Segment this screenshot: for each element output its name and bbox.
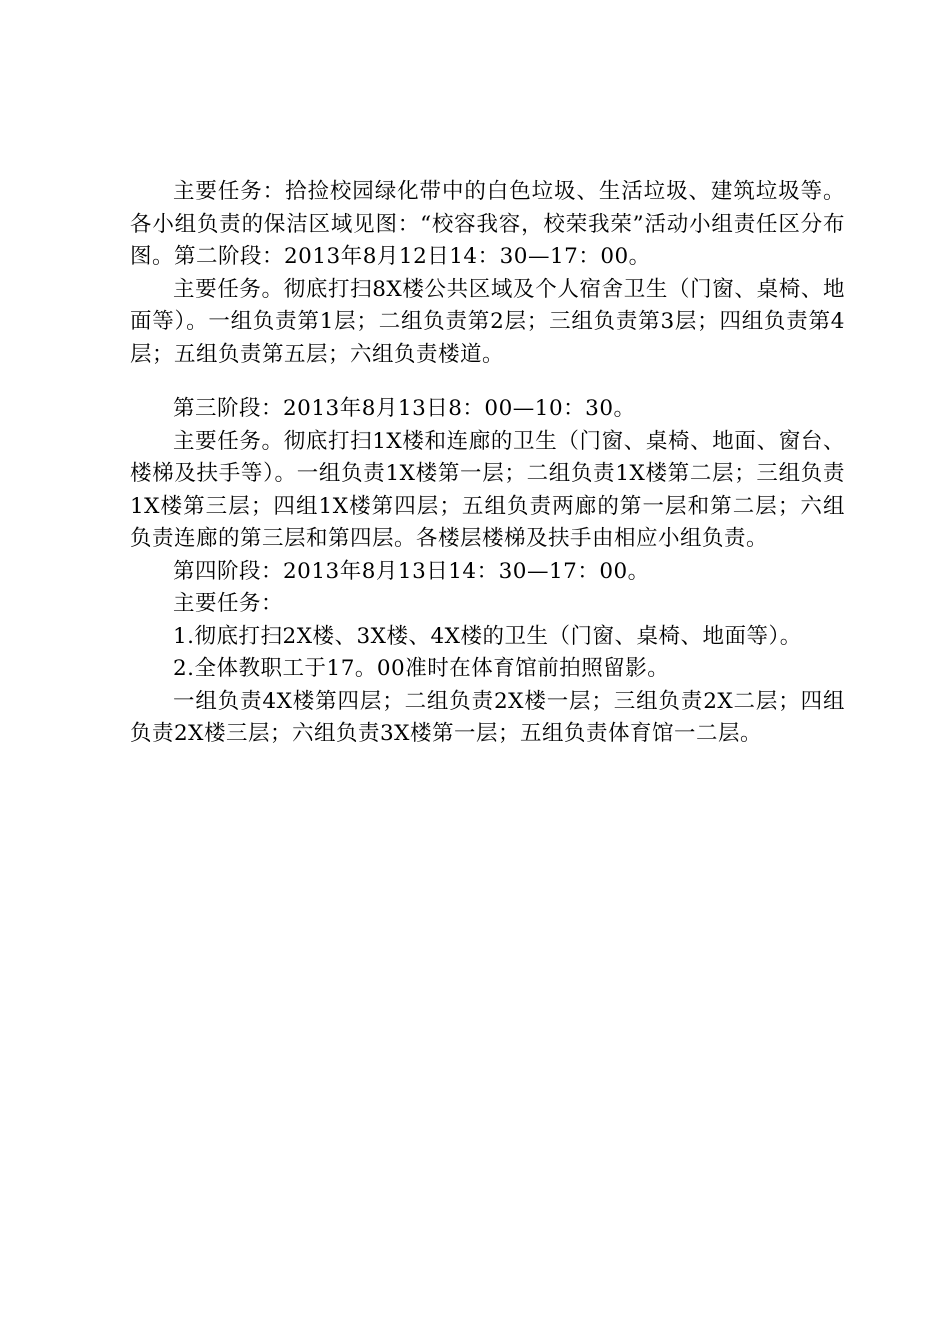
paragraph-stage4-assignments: 一组负责4X楼第四层；二组负责2X楼一层；三组负责2X二层；四组负责2X楼三层；六组负责3X楼第一层；五组负责体育馆一二层。 [130,688,845,746]
paragraph-stage4-item-1: 1.彻底打扫2X楼、3X楼、4X楼的卫生（门窗、桌椅、地面等）。 [173,623,802,649]
paragraph-stage3-task: 主要任务。彻底打扫1X楼和连廊的卫生（门窗、桌椅、地面、窗台、楼梯及扶手等）。一组负责1X楼第一层；二组负责1X楼第二层；三组负责1X楼第三层；四组1X楼第四层；五组负责两廊的第一层和第二层；六组负责连廊的第三层和第四层。各楼层楼梯及扶手由相应小组负责。 [130,428,845,551]
paragraph-stage4-item-2: 2.全体教职工于17。00准时在体育馆前拍照留影。 [173,656,670,681]
paragraph-stage4-heading: 第四阶段：2013年8月13日14：30—17：00。 [173,558,650,584]
paragraph-stage3-heading: 第三阶段：2013年8月13日8：00—10：30。 [173,396,636,421]
paragraph-gap [130,371,845,393]
document-page [130,176,845,751]
paragraph-stage2-task: 主要任务。彻底打扫8X楼公共区域及个人宿舍卫生（门窗、桌椅、地面等）。一组负责第1层；二组负责第2层；三组负责第3层；四组负责第4层；五组负责第五层；六组负责楼道。 [130,276,845,367]
paragraph-stage1-task: 主要任务：拾捡校园绿化带中的白色垃圾、生活垃圾、建筑垃圾等。各小组负责的保洁区域见图：“校容我容，校荣我荣”活动小组责任区分布图。第二阶段：2013年8月12日14：30—17：00。 [130,179,845,269]
paragraph-stage4-task-label: 主要任务： [173,591,284,616]
